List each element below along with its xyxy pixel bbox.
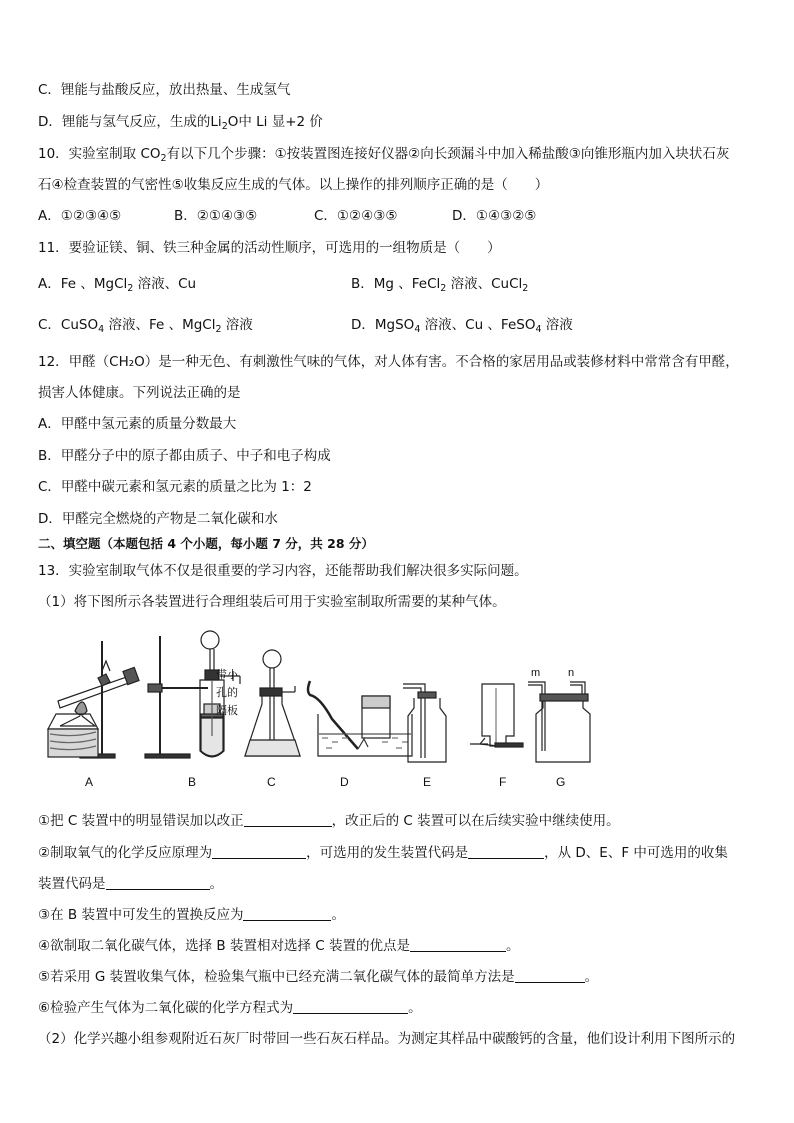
q11-options-ab <box>38 275 738 298</box>
section-heading: 二、填空题（本题包括 4 个小题，每小题 7 分，共 28 分） <box>38 536 374 551</box>
apparatus-d <box>308 681 412 789</box>
label-g: G <box>556 775 566 789</box>
blank-4[interactable] <box>410 937 506 952</box>
apparatus-c <box>245 650 300 789</box>
q10-stem-line1: 10．实验室制取 $CO_2$有以下几个步骤：①按装置图连接好仪器②向长颈漏斗中加入稀盐酸③向锥形瓶内加入块状石灰 <box>38 146 730 164</box>
sub-q5: ⑤若采用 G 装置收集气体，检验集气瓶中已经充满二氧化碳气体的最简单方法是 。 <box>38 969 599 985</box>
blank-2b[interactable] <box>468 844 544 859</box>
q10-option-b: B．②①④③⑤ <box>174 208 258 224</box>
blank-6[interactable] <box>293 999 408 1014</box>
sub-q4: ④欲制取二氧化碳气体，选择 B 装置相对选择 C 装置的优点是 。 <box>38 938 520 954</box>
blank-2c[interactable] <box>106 875 210 890</box>
apparatus-figure <box>40 626 760 796</box>
plate-note-1: 带小 <box>216 669 238 681</box>
blank-2a[interactable] <box>212 844 306 859</box>
q12-stem-line1: 12．甲醛（CH₂O）是一种无色、有刺激性气味的气体，对人体有害。不合格的家居用品或装修材料中常常含有甲醛， <box>38 354 739 370</box>
q13-stem: 13．实验室制取气体不仅是很重要的学习内容，还能帮助我们解决很多实际问题。 <box>38 563 528 579</box>
label-f: F <box>499 775 507 789</box>
label-g-n: n <box>568 667 575 679</box>
apparatus-f <box>470 684 523 789</box>
q9-option-c: C．锂能与盐酸反应，放出热量、生成氢气 <box>38 82 291 98</box>
q11-option-d: D．MgSO$_4$ 溶液、Cu 、FeSO$_4$ 溶液 <box>351 317 573 335</box>
label-a: A <box>85 775 94 789</box>
q10-stem-line2: 石④检查装置的气密性⑤收集反应生成的气体。以上操作的排列顺序正确的是（ ） <box>38 177 549 193</box>
label-d: D <box>340 775 349 789</box>
sub-q2-line2: 装置代码是 。 <box>38 876 223 892</box>
sub-q1: ①把 C 装置中的明显错误加以改正 ，改正后的 C 装置可以在后续实验中继续使用。 <box>38 813 620 829</box>
q11-stem: 11．要验证镁、铜、铁三种金属的活动性顺序，可选用的一组物质是（ ） <box>38 240 501 256</box>
plate-note-2: 孔的 <box>216 687 238 699</box>
label-g-m: m <box>531 667 541 679</box>
apparatus-b <box>145 631 240 789</box>
sub-q2-line1: ②制取氧气的化学反应原理为 ，可选用的发生装置代码是 ，从 D、E、F 中可选用的收集 <box>38 845 728 861</box>
q10-option-a: A．①②③④⑤ <box>38 208 122 224</box>
plate-note-3: 隔板 <box>216 705 238 717</box>
q11-option-b: B．Mg 、FeCl$_2$ 溶液、CuCl$_2$ <box>351 276 529 294</box>
apparatus-g <box>528 667 590 789</box>
q11-option-c: C．CuSO$_4$ 溶液、Fe 、MgCl$_2$ 溶液 <box>38 317 253 335</box>
q12-stem-line2: 损害人体健康。下列说法正确的是 <box>38 385 241 401</box>
blank-1[interactable] <box>244 812 332 827</box>
q12-option-a: A．甲醛中氢元素的质量分数最大 <box>38 416 237 432</box>
blank-5[interactable] <box>515 968 585 983</box>
q12-option-c: C．甲醛中碳元素和氢元素的质量之比为 1：2 <box>38 479 312 495</box>
q9-option-d: D．锂能与氢气反应，生成的$Li_2O$中 Li 显+2 价 <box>38 114 323 132</box>
label-e: E <box>423 775 432 789</box>
q10-option-c: C．①②④③⑤ <box>314 208 398 224</box>
q11-options-cd <box>38 316 738 339</box>
blank-3[interactable] <box>243 906 331 921</box>
q12-option-d: D．甲醛完全燃烧的产物是二氧化碳和水 <box>38 511 278 527</box>
sub-q6: ⑥检验产生气体为二氧化碳的化学方程式为 。 <box>38 1000 422 1016</box>
q10-options <box>38 207 738 225</box>
q13-part1-stem: （1）将下图所示各装置进行合理组装后可用于实验室制取所需要的某种气体。 <box>38 594 506 610</box>
q11-option-a: A．Fe 、MgCl$_2$ 溶液、Cu <box>38 276 197 294</box>
apparatus-a <box>48 641 139 789</box>
label-c: C <box>267 775 276 789</box>
q10-option-d: D．①④③②⑤ <box>452 208 537 224</box>
apparatus-e <box>403 684 446 789</box>
sub-q3: ③在 B 装置中可发生的置换反应为 。 <box>38 907 345 923</box>
label-b: B <box>188 775 197 789</box>
q13-part2-stem: （2）化学兴趣小组参观附近石灰厂时带回一些石灰石样品。为测定其样品中碳酸钙的含量，他们设计利用下图所示的 <box>38 1031 736 1047</box>
q12-option-b: B．甲醛分子中的原子都由质子、中子和电子构成 <box>38 448 331 464</box>
